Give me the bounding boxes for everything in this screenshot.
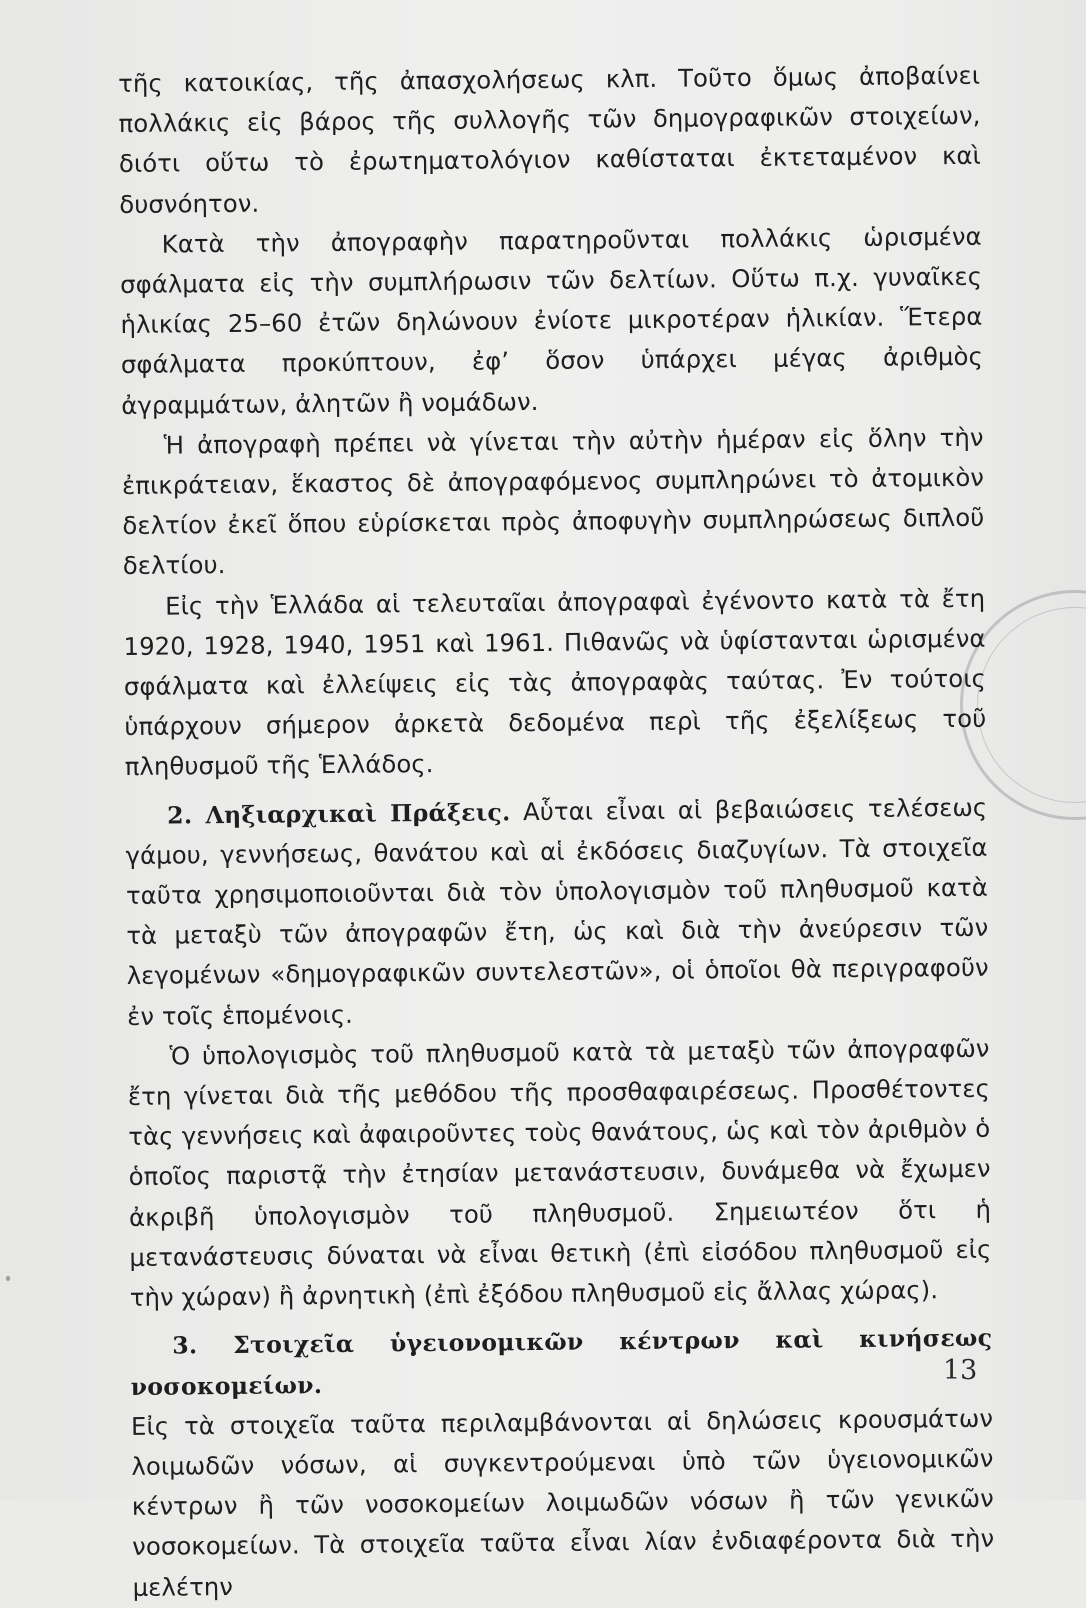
section-health-centers-heading-line: [130, 1318, 993, 1407]
paragraph-population-estimation: Ὁ ὑπολογισμὸς τοῦ πληθυσμοῦ κατὰ τὰ μεταξὺ τῶν ἀπογραφῶν ἔτη γίνεται διὰ τῆς μεθόδου τῆς προσθαφαιρέσεως. Προσθέτοντες τὰς γεννήσεις καὶ ἀφαιροῦντες τοὺς θανάτους, ὡς καὶ τὸν ἀριθμὸν ὁ ὁποῖος παριστᾷ τὴν ἐτησίαν μετανάστευσιν, δυνάμεθα νὰ ἔχωμεν ἀκριβῆ ὑπολογισμὸν τοῦ πληθυσμοῦ. Σημειωτέον ὅτι ἡ μετανάστευσις δύναται νὰ εἶναι θετικὴ (ἐπὶ εἰσόδου πληθυσμοῦ εἰς τὴν χώραν) ἢ ἀρνητικὴ (ἐπὶ ἐξόδου πληθυσμοῦ εἰς ἄλλας χώρας).: [127, 1033, 992, 1313]
section-heading-vital-records: 2. Ληξιαρχικαὶ Πράξεις.: [167, 797, 511, 830]
section-heading-health-centers: 3. Στοιχεῖα ὑγειονομικῶν κέντρων καὶ κινήσεως νοσοκομείων.: [130, 1323, 993, 1401]
paragraph-census-day: Ἡ ἀπογραφὴ πρέπει νὰ γίνεται τὴν αὐτὴν ἡμέραν εἰς ὅλην τὴν ἐπικράτειαν, ἕκαστος δὲ ἀπογραφόμενος συμπληρώνει τὸ ἀτομικὸν δελτίον ἐκεῖ ὅπου εὑρίσκεται πρὸς ἀποφυγὴν συμπληρώσεως διπλοῦ δελτίου.: [121, 422, 985, 581]
section-vital-records: [125, 787, 989, 1036]
paragraph-greek-censuses: Εἰς τὴν Ἑλλάδα αἱ τελευταῖαι ἀπογραφαὶ ἐγένοντο κατὰ τὰ ἔτη 1920, 1928, 1940, 1951 καὶ 1961. Πιθανῶς νὰ ὑφίστανται ὡρισμένα σφάλματα καὶ ἐλλείψεις εἰς τὰς ἀπογραφὰς ταύτας. Ἐν τούτοις ὑπάρχουν σήμερον ἀρκετὰ δεδομένα περὶ τῆς ἐξελίξεως τοῦ πληθυσμοῦ τῆς Ἑλλάδος.: [123, 583, 987, 782]
page-number: 13: [943, 1355, 978, 1386]
paragraph-census-errors: Κατὰ τὴν ἀπογραφὴν παρατηροῦνται πολλάκις ὡρισμένα σφάλματα εἰς τὴν συμπλήρωσιν τῶν δελτίων. Οὕτω π.χ. γυναῖκες ἡλικίας 25–60 ἐτῶν δηλώνουν ἐνίοτε μικροτέραν ἡλικίαν. Ἕτερα σφάλματα προκύπτουν, ἐφ’ ὅσον ὑπάρχει μέγας ἀριθμὸς ἀγραμμάτων, ἀλητῶν ἢ νομάδων.: [119, 221, 983, 420]
section-text-health-centers: Εἰς τὰ στοιχεῖα ταῦτα περιλαμβάνονται αἱ δηλώσεις κρουσμάτων λοιμωδῶν νόσων, αἱ συγκεντρούμεναι ὑπὸ τῶν ὑγειονομικῶν κέντρων ἢ τῶν νοσοκομείων λοιμωδῶν νόσων ἢ τῶν γενικῶν νοσοκομείων. Τὰ στοιχεῖα ταῦτα εἶναι λίαν ἐνδιαφέροντα διὰ τὴν μελέτην: [130, 1403, 995, 1602]
margin-speck: [6, 1276, 10, 1281]
paragraph-household-data: τῆς κατοικίας, τῆς ἀπασχολήσεως κλπ. Τοῦτο ὅμως ἀποβαίνει πολλάκις εἰς βάρος τῆς συλλογῆς τῶν δημογραφικῶν στοιχείων, διότι οὕτω τὸ ἐρωτηματολόγιον καθίσταται ἐκτεταμένον καὶ δυσνόητον.: [118, 60, 982, 219]
library-stamp-inner-ring: [977, 607, 1086, 803]
section-text-vital-records: Αὗται εἶναι αἱ βεβαιώσεις τελέσεως γάμου, γεννήσεως, θανάτου καὶ αἱ ἐκδόσεις διαζυγίων. Τὰ στοιχεῖα ταῦτα χρησιμοποιοῦνται διὰ τὸν ὑπολογισμὸν τοῦ πληθυσμοῦ κατὰ τὰ μεταξὺ τῶν ἀπογραφῶν ἔτη, ὡς καὶ διὰ τὴν ἀνεύρεσιν τῶν λεγομένων «δημογραφικῶν συντελεστῶν», οἱ ὁποῖοι θὰ περιγραφοῦν ἐν τοῖς ἑπομένοις.: [125, 792, 989, 1031]
body-text: [118, 56, 995, 1608]
